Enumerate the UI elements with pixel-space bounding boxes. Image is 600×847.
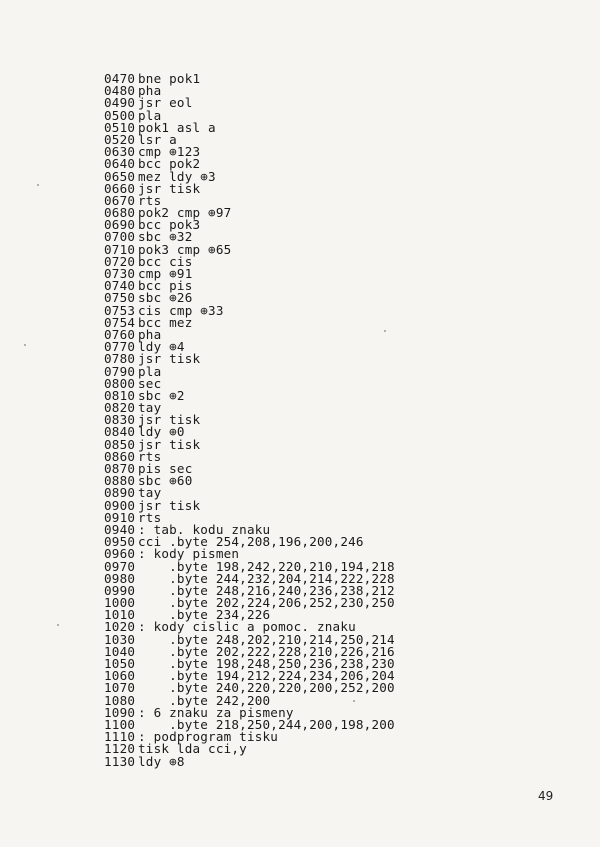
code-text: mez ldy ⊕3 bbox=[138, 168, 216, 184]
paper-speck bbox=[353, 700, 355, 702]
line-number: 0830 bbox=[104, 412, 136, 428]
line-number: 0720 bbox=[104, 253, 136, 269]
code-text: bcc cis bbox=[138, 253, 193, 269]
code-text: : kody cislic a pomoc. znaku bbox=[138, 619, 356, 635]
code-text: sbc ⊕2 bbox=[138, 387, 185, 403]
code-text: : kody pismen bbox=[138, 546, 240, 562]
line-number: 0754 bbox=[104, 314, 136, 330]
code-text: .byte 194,212,224,234,206,204 bbox=[138, 668, 395, 684]
page-number: 49 bbox=[538, 789, 554, 803]
line-number: 0970 bbox=[104, 558, 136, 574]
line-number: 0870 bbox=[104, 461, 136, 476]
code-text: pha bbox=[138, 326, 162, 342]
line-number: 0780 bbox=[104, 351, 136, 367]
code-listing bbox=[104, 73, 395, 768]
line-number: 0810 bbox=[104, 387, 136, 403]
line-number: 0690 bbox=[104, 217, 136, 233]
code-text: bcc pis bbox=[138, 278, 193, 294]
code-text: jsr tisk bbox=[138, 412, 201, 428]
line-number: 0680 bbox=[104, 205, 136, 221]
code-text: .byte 198,242,220,210,194,218 bbox=[138, 558, 395, 574]
line-number: 0740 bbox=[104, 278, 136, 294]
line-number: 0770 bbox=[104, 339, 136, 355]
paper-speck bbox=[57, 624, 59, 626]
code-text: .byte 244,232,204,214,222,228 bbox=[138, 570, 395, 586]
code-text: pis sec bbox=[138, 461, 193, 476]
code-text: tisk lda cci,y bbox=[138, 741, 247, 757]
code-text: tay bbox=[138, 400, 162, 416]
line-number: 1130 bbox=[104, 753, 136, 769]
code-text: pla bbox=[138, 107, 162, 123]
code-text: lsr a bbox=[138, 131, 177, 147]
line-number: 1050 bbox=[104, 656, 136, 671]
code-text: rts bbox=[138, 509, 162, 525]
line-number: 1110 bbox=[104, 729, 136, 745]
line-number: 0820 bbox=[104, 400, 136, 416]
code-text: pok2 cmp ⊕97 bbox=[138, 205, 232, 221]
code-text: jsr tisk bbox=[138, 180, 201, 196]
code-text: .byte 202,224,206,252,230,250 bbox=[138, 595, 395, 611]
line-number: 0910 bbox=[104, 509, 136, 525]
line-number: 0960 bbox=[104, 546, 136, 562]
line-number: 0490 bbox=[104, 95, 136, 111]
code-text: ldy ⊕0 bbox=[138, 424, 185, 440]
code-text: pok1 asl a bbox=[138, 119, 216, 135]
line-number: 1030 bbox=[104, 631, 136, 647]
code-text: .byte 234,226 bbox=[138, 607, 271, 623]
code-text: jsr tisk bbox=[138, 436, 201, 452]
line-number: 0880 bbox=[104, 473, 136, 489]
line-number: 1080 bbox=[104, 692, 136, 708]
line-number: 0650 bbox=[104, 168, 136, 184]
code-text: rts bbox=[138, 192, 162, 208]
code-text: pok3 cmp ⊕65 bbox=[138, 241, 232, 257]
code-text: .byte 218,250,244,200,198,200 bbox=[138, 716, 395, 732]
paper-speck bbox=[24, 344, 26, 346]
line-number: 0480 bbox=[104, 83, 136, 99]
code-text: bcc pok2 bbox=[138, 156, 201, 172]
line-number: 0940 bbox=[104, 521, 136, 537]
line-number: 0510 bbox=[104, 119, 136, 135]
line-number: 1020 bbox=[104, 619, 136, 635]
code-text: sbc ⊕26 bbox=[138, 290, 193, 306]
line-number: 0850 bbox=[104, 436, 136, 452]
code-text: .byte 202,222,228,210,226,216 bbox=[138, 643, 395, 659]
code-text: : tab. kodu znaku bbox=[138, 521, 271, 537]
line-number: 0840 bbox=[104, 424, 136, 440]
line-number: 1010 bbox=[104, 607, 136, 623]
code-text: cis cmp ⊕33 bbox=[138, 302, 224, 318]
code-text: bcc pok3 bbox=[138, 217, 201, 233]
line-number: 0630 bbox=[104, 144, 136, 160]
line-number: 0950 bbox=[104, 534, 136, 550]
code-text: .byte 248,216,240,236,238,212 bbox=[138, 582, 395, 598]
code-text: sbc ⊕60 bbox=[138, 473, 193, 489]
line-number: 1100 bbox=[104, 716, 136, 732]
line-number: 0890 bbox=[104, 485, 136, 501]
line-number: 0760 bbox=[104, 326, 136, 342]
line-number: 0750 bbox=[104, 290, 136, 306]
line-number: 1040 bbox=[104, 643, 136, 659]
line-number: 0670 bbox=[104, 192, 136, 208]
line-number: 0800 bbox=[104, 375, 136, 391]
line-number: 0860 bbox=[104, 448, 136, 464]
code-text: .byte 198,248,250,236,238,230 bbox=[138, 656, 395, 671]
line-number: 0990 bbox=[104, 582, 136, 598]
line-number: 0700 bbox=[104, 229, 136, 245]
code-text: jsr tisk bbox=[138, 351, 201, 367]
line-number: 0500 bbox=[104, 107, 136, 123]
line-number: 1090 bbox=[104, 704, 136, 720]
paper-speck bbox=[384, 330, 386, 332]
code-text: cmp ⊕91 bbox=[138, 266, 193, 281]
code-line bbox=[104, 753, 395, 769]
code-text: ldy ⊕8 bbox=[138, 753, 185, 769]
line-number: 1000 bbox=[104, 595, 136, 611]
line-number: 1070 bbox=[104, 680, 136, 696]
code-text: .byte 248,202,210,214,250,214 bbox=[138, 631, 395, 647]
line-number: 0660 bbox=[104, 180, 136, 196]
code-text: pla bbox=[138, 363, 162, 379]
line-number: 0470 bbox=[104, 71, 136, 86]
code-text: : podprogram tisku bbox=[138, 729, 279, 745]
line-number: 0710 bbox=[104, 241, 136, 257]
line-number: 0640 bbox=[104, 156, 136, 172]
code-text: tay bbox=[138, 485, 162, 501]
code-text: sec bbox=[138, 375, 162, 391]
code-text: jsr tisk bbox=[138, 497, 201, 513]
code-text: bne pok1 bbox=[138, 71, 201, 86]
code-text: : 6 znaku za pismeny bbox=[138, 704, 294, 720]
code-text: jsr eol bbox=[138, 95, 193, 111]
code-text: ldy ⊕4 bbox=[138, 339, 185, 355]
line-number: 0790 bbox=[104, 363, 136, 379]
paper-speck bbox=[37, 184, 39, 186]
code-text: bcc mez bbox=[138, 314, 193, 330]
line-number: 1060 bbox=[104, 668, 136, 684]
line-number: 0980 bbox=[104, 570, 136, 586]
line-number: 0730 bbox=[104, 266, 136, 281]
line-number: 1120 bbox=[104, 741, 136, 757]
code-text: cmp ⊕123 bbox=[138, 144, 201, 160]
code-text: .byte 240,220,220,200,252,200 bbox=[138, 680, 395, 696]
code-text: cci .byte 254,208,196,200,246 bbox=[138, 534, 364, 550]
line-number: 0520 bbox=[104, 131, 136, 147]
code-text: rts bbox=[138, 448, 162, 464]
code-text: sbc ⊕32 bbox=[138, 229, 193, 245]
code-text: .byte 242,200 bbox=[138, 692, 271, 708]
line-number: 0900 bbox=[104, 497, 136, 513]
code-text: pha bbox=[138, 83, 162, 99]
line-number: 0753 bbox=[104, 302, 136, 318]
